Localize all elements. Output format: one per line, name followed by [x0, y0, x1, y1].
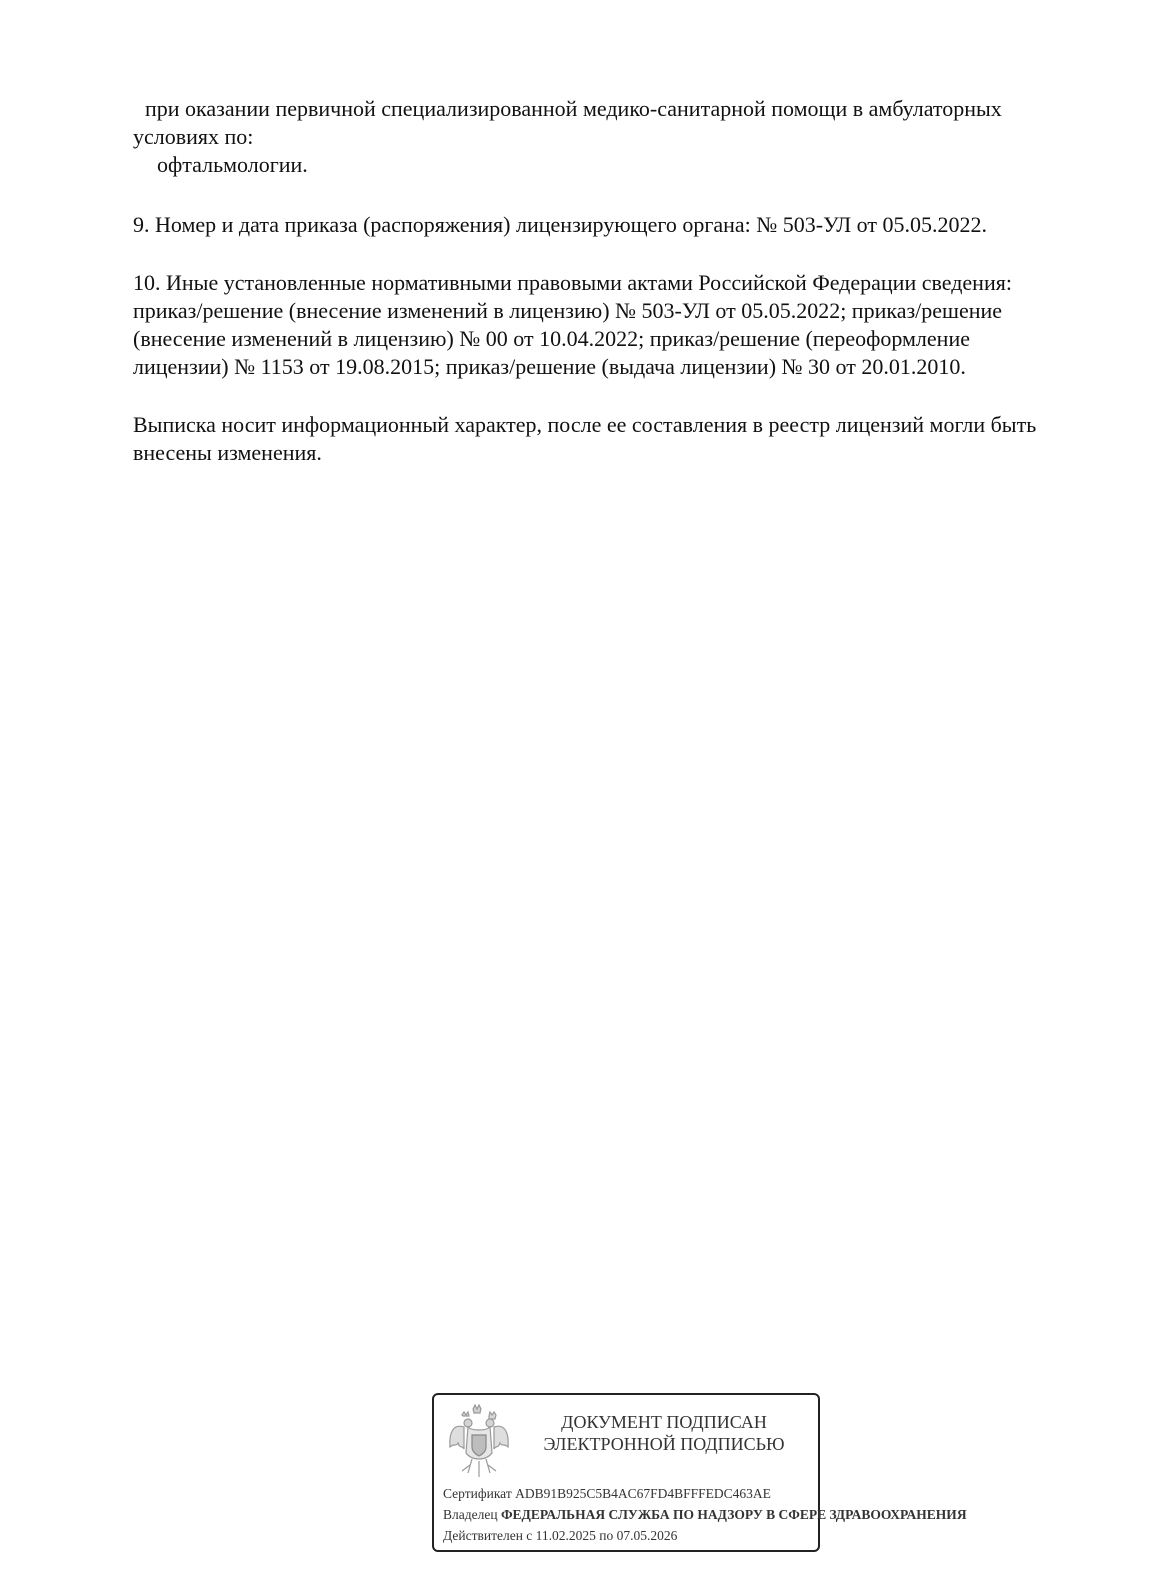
disclaimer-line-1: Выписка носит информационный характер, после ее составления в реестр лицензий могли быть [133, 412, 1037, 437]
item-10-line-1: 10. Иные установленные нормативными правовыми актами Российской Федерации сведения: [133, 270, 1012, 295]
stamp-title [524, 1411, 804, 1455]
stamp-title-line-1: ДОКУМЕНТ ПОДПИСАН [561, 1412, 767, 1432]
item-10-line-3: (внесение изменений в лицензию) № 00 от 10.04.2022; приказ/решение (переоформление [133, 326, 970, 351]
item-9-line-1: 9. Номер и дата приказа (распоряжения) лицензирующего органа: № 503-УЛ от 05.05.2022. [133, 212, 987, 237]
disclaimer-line-2: внесены изменения. [133, 440, 322, 465]
owner-value: ФЕДЕРАЛЬНАЯ СЛУЖБА ПО НАДЗОРУ В СФЕРЕ ЗДРАВООХРАНЕНИЯ [500, 1507, 967, 1522]
disclaimer-paragraph [133, 411, 1123, 467]
intro-line-2: условиях по: [133, 124, 254, 149]
stamp-details [443, 1483, 967, 1546]
validity-row: Действителен с 11.02.2025 по 07.05.2026 [443, 1528, 678, 1543]
certificate-row [443, 1483, 843, 1504]
item-9-paragraph [133, 211, 1123, 239]
owner-row [443, 1504, 967, 1525]
certificate-value: ADB91B925C5B4AC67FD4BFFFEDC463AE [515, 1486, 771, 1501]
stamp-title-line-2: ЭЛЕКТРОННОЙ ПОДПИСЬЮ [543, 1434, 785, 1454]
intro-line-3: офтальмологии. [157, 152, 308, 177]
item-10-paragraph [133, 269, 1123, 381]
item-10-line-2: приказ/решение (внесение изменений в лицензию) № 503-УЛ от 05.05.2022; приказ/решение [133, 298, 1003, 323]
owner-label: Владелец [443, 1507, 498, 1522]
electronic-signature-stamp [432, 1393, 967, 1552]
intro-paragraph [133, 95, 1123, 179]
item-10-line-4: лицензии) № 1153 от 19.08.2015; приказ/решение (выдача лицензии) № 30 от 20.01.2010. [133, 354, 966, 379]
certificate-label: Сертификат [443, 1486, 512, 1501]
russian-coat-of-arms-icon [446, 1403, 512, 1481]
intro-line-1: при оказании первичной специализированной медико-санитарной помощи в амбулаторных [145, 96, 1002, 121]
